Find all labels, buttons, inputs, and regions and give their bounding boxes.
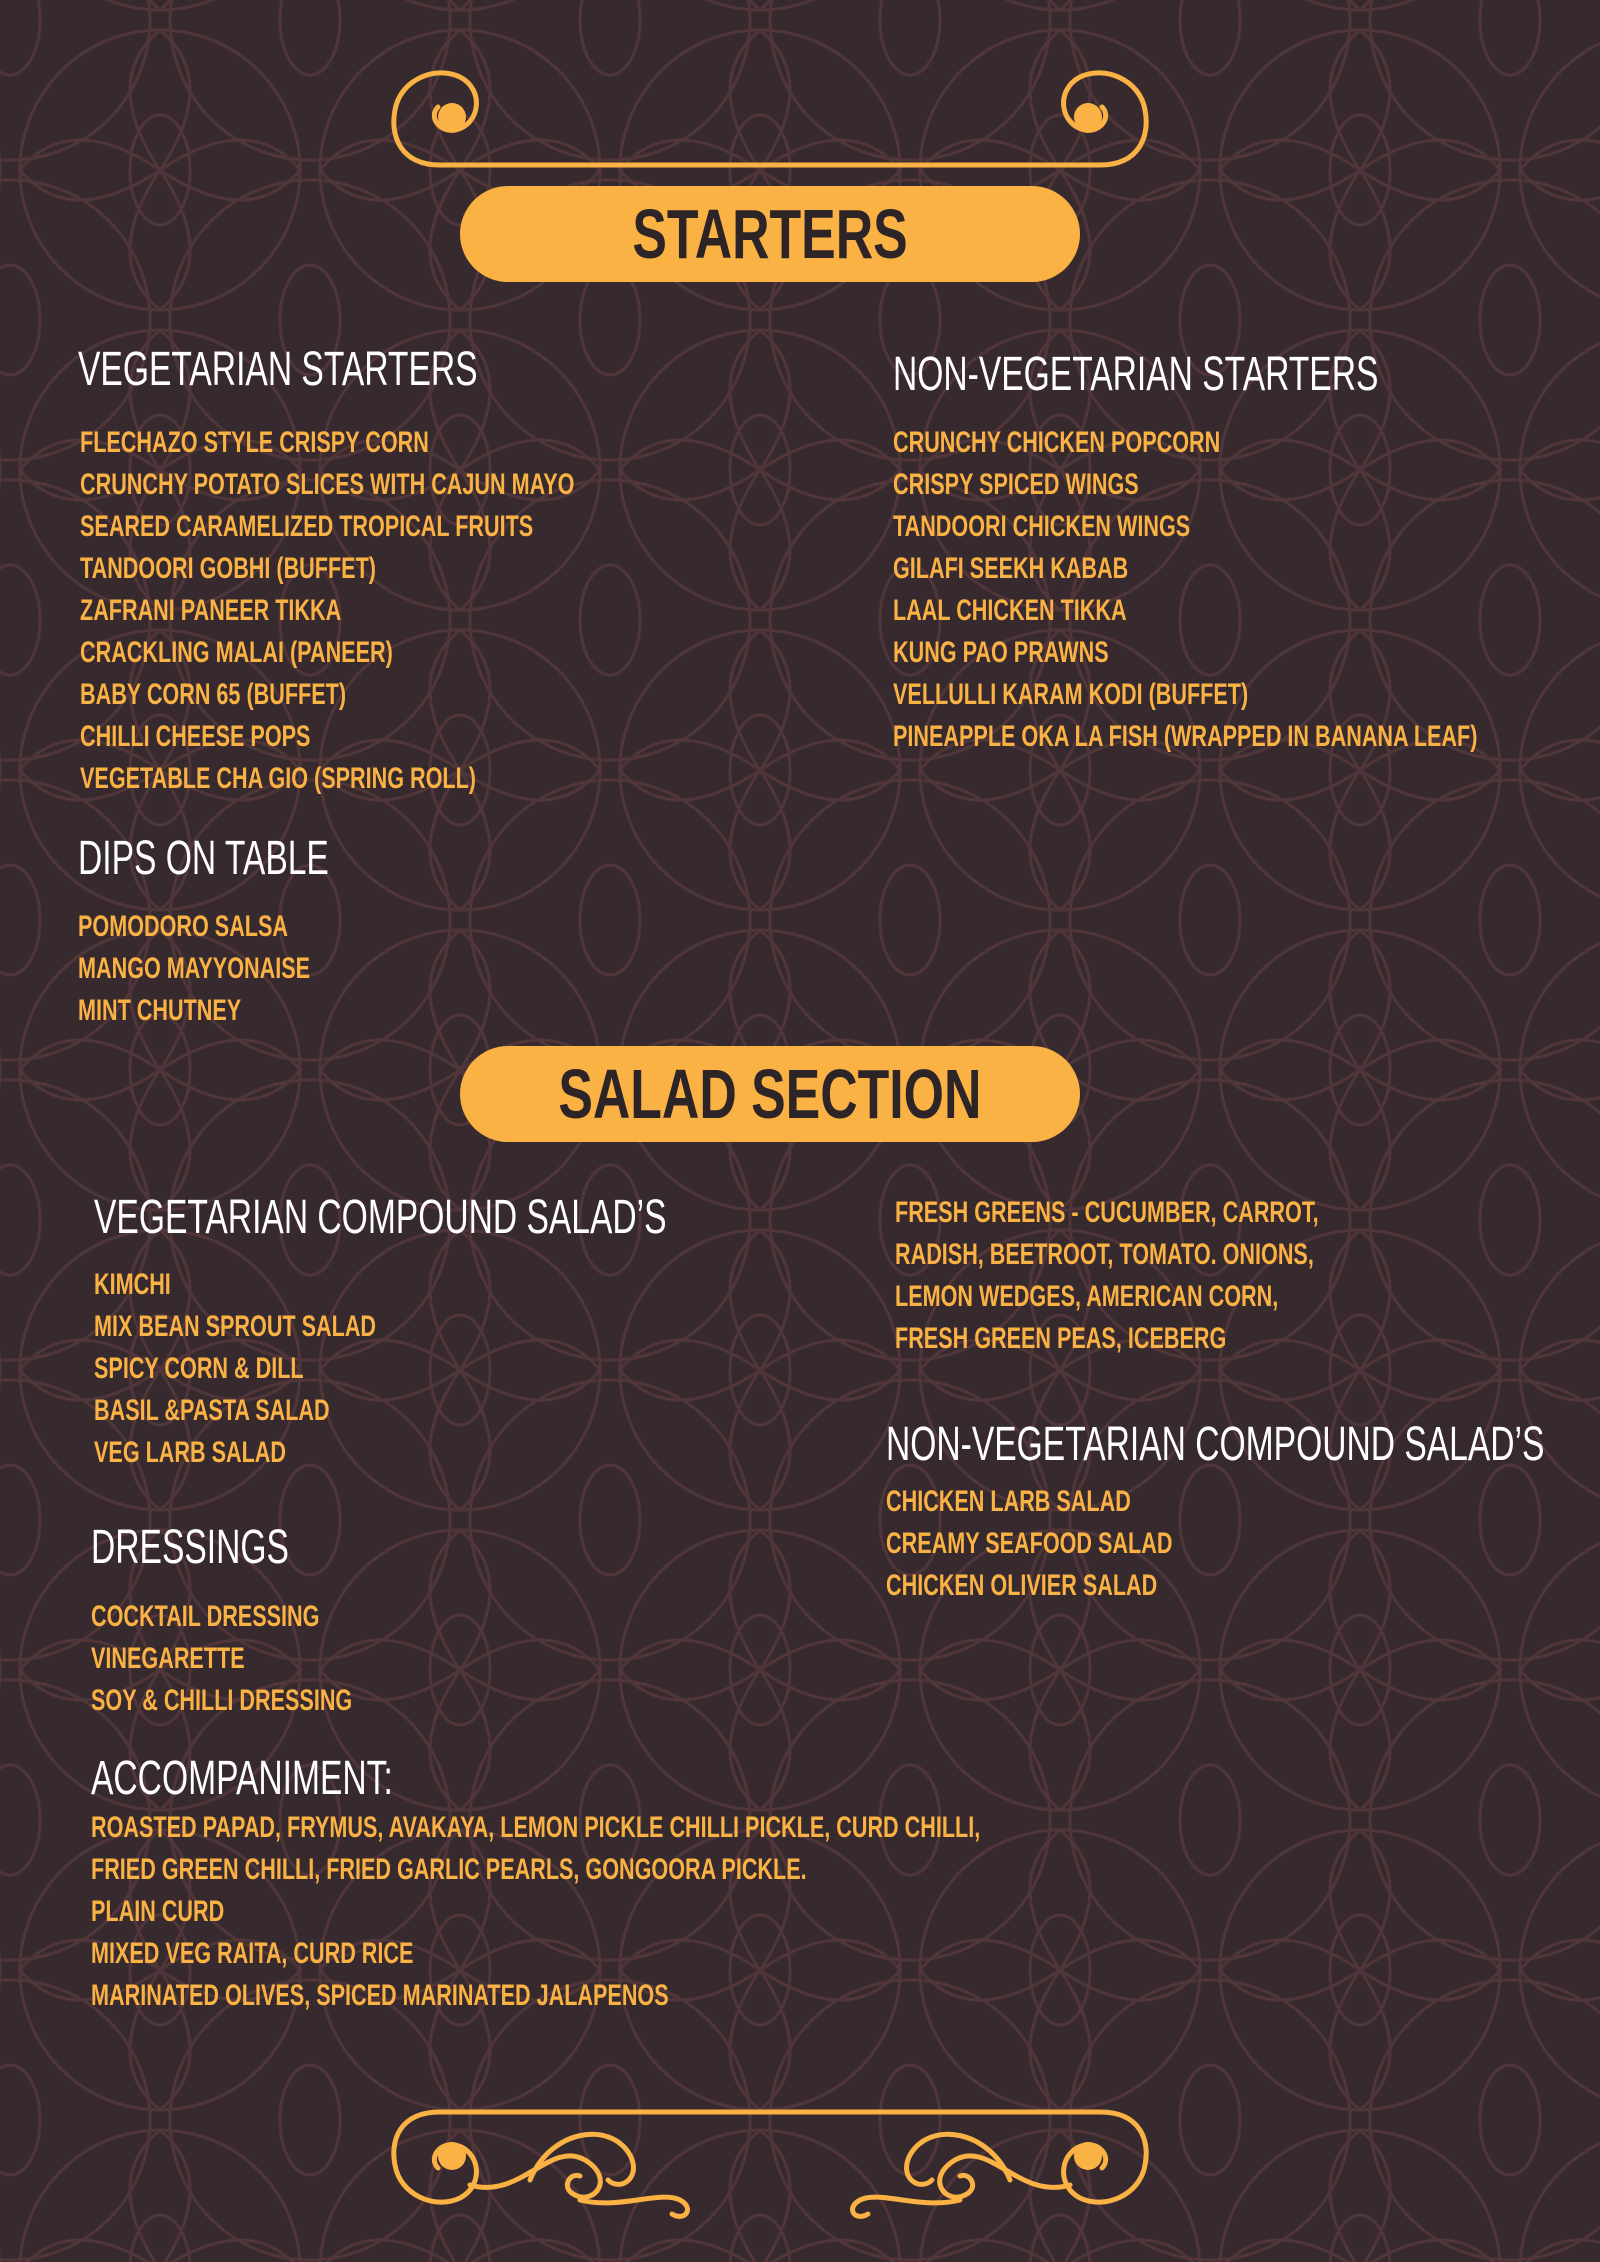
nonveg-starters-list (893, 422, 1477, 758)
list-item: ROASTED PAPAD, FRYMUS, AVAKAYA, LEMON PICKLE CHILLI PICKLE, CURD CHILLI, (91, 1811, 981, 1844)
top-scroll-ornament (380, 55, 1160, 175)
veg-starters-list (80, 422, 574, 800)
salad-title-banner (460, 1046, 1080, 1142)
list-item: CRISPY SPICED WINGS (893, 468, 1139, 501)
list-item: POMODORO SALSA (78, 910, 289, 943)
list-item: PINEAPPLE OKA LA FISH (WRAPPED IN BANANA LEAF) (893, 720, 1478, 753)
nonveg-salads-heading: NON-VEGETARIAN COMPOUND SALAD’S (886, 1418, 1545, 1471)
list-item: MINT CHUTNEY (78, 994, 242, 1027)
list-item: VEGETABLE CHA GIO (SPRING ROLL) (80, 762, 477, 795)
nonveg-salads-list (886, 1481, 1172, 1607)
list-item: CHILLI CHEESE POPS (80, 720, 311, 753)
list-item: BASIL &PASTA SALAD (94, 1394, 330, 1427)
list-item: VEG LARB SALAD (94, 1436, 287, 1469)
list-item: RADISH, BEETROOT, TOMATO. ONIONS, (895, 1238, 1314, 1271)
list-item: FRESH GREEN PEAS, ICEBERG (895, 1322, 1227, 1355)
list-item: CHICKEN LARB SALAD (886, 1485, 1131, 1518)
list-item: VINEGARETTE (91, 1642, 245, 1675)
list-item: KIMCHI (94, 1268, 171, 1301)
starters-title: STARTERS (632, 195, 908, 273)
veg-salads-heading: VEGETARIAN COMPOUND SALAD’S (94, 1191, 667, 1244)
list-item: LAAL CHICKEN TIKKA (893, 594, 1127, 627)
list-item: SOY & CHILLI DRESSING (91, 1684, 353, 1717)
list-item: TANDOORI GOBHI (BUFFET) (80, 552, 376, 585)
veg-salads-list (94, 1264, 376, 1474)
list-item: CRUNCHY CHICKEN POPCORN (893, 426, 1221, 459)
nonveg-starters-heading: NON-VEGETARIAN STARTERS (893, 348, 1379, 401)
accompaniment-list (91, 1807, 980, 2017)
list-item: CREAMY SEAFOOD SALAD (886, 1527, 1173, 1560)
list-item: LEMON WEDGES, AMERICAN CORN, (895, 1280, 1279, 1313)
list-item: COCKTAIL DRESSING (91, 1600, 320, 1633)
list-item: BABY CORN 65 (BUFFET) (80, 678, 347, 711)
list-item: MARINATED OLIVES, SPICED MARINATED JALAPENOS (91, 1979, 669, 2012)
dips-list (78, 906, 310, 1032)
list-item: CRACKLING MALAI (PANEER) (80, 636, 393, 669)
starters-title-banner (460, 186, 1080, 282)
list-item: KUNG PAO PRAWNS (893, 636, 1109, 669)
dressings-heading: DRESSINGS (91, 1521, 289, 1574)
list-item: MIXED VEG RAITA, CURD RICE (91, 1937, 414, 1970)
list-item: SPICY CORN & DILL (94, 1352, 304, 1385)
salad-title: SALAD SECTION (558, 1055, 982, 1133)
list-item: MANGO MAYYONAISE (78, 952, 311, 985)
list-item: GILAFI SEEKH KABAB (893, 552, 1129, 585)
list-item: FRIED GREEN CHILLI, FRIED GARLIC PEARLS, GONGOORA PICKLE. (91, 1853, 807, 1886)
list-item: FLECHAZO STYLE CRISPY CORN (80, 426, 429, 459)
accompaniment-heading: ACCOMPANIMENT: (91, 1752, 393, 1805)
list-item: MIX BEAN SPROUT SALAD (94, 1310, 377, 1343)
list-item: CHICKEN OLIVIER SALAD (886, 1569, 1158, 1602)
fresh-greens-list (895, 1192, 1319, 1360)
bottom-scroll-ornament (380, 2100, 1160, 2220)
list-item: CRUNCHY POTATO SLICES WITH CAJUN MAYO (80, 468, 575, 501)
list-item: ZAFRANI PANEER TIKKA (80, 594, 342, 627)
list-item: PLAIN CURD (91, 1895, 225, 1928)
veg-starters-heading: VEGETARIAN STARTERS (78, 343, 478, 396)
dips-heading: DIPS ON TABLE (78, 832, 329, 885)
list-item: VELLULLI KARAM KODI (BUFFET) (893, 678, 1249, 711)
dressings-list (91, 1596, 352, 1722)
list-item: FRESH GREENS - CUCUMBER, CARROT, (895, 1196, 1319, 1229)
list-item: TANDOORI CHICKEN WINGS (893, 510, 1191, 543)
list-item: SEARED CARAMELIZED TROPICAL FRUITS (80, 510, 534, 543)
